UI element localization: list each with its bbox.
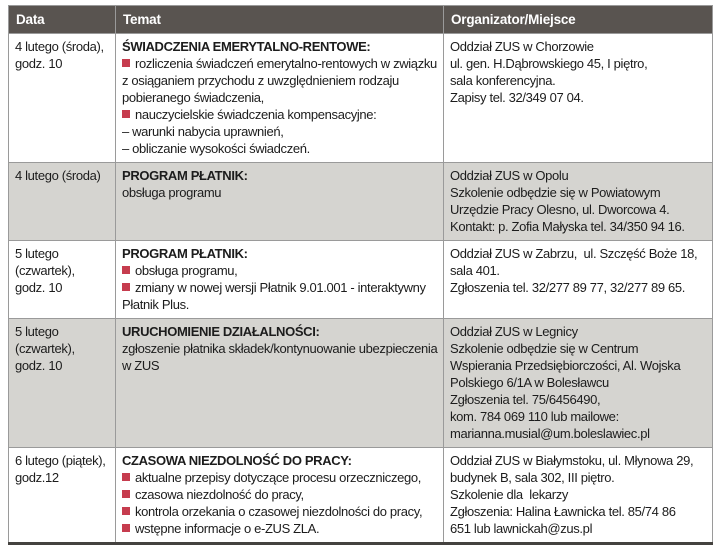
- organizer-line: sala 401.: [450, 263, 500, 278]
- topic-dash-line: – obliczanie wysokości świadczeń.: [122, 141, 310, 156]
- date-cell: [9, 34, 116, 163]
- date-cell: [9, 241, 116, 319]
- topic-cell: [116, 319, 444, 448]
- organizer-line: sala konferencyjna.: [450, 73, 556, 88]
- topic-bullet-line: [122, 106, 438, 123]
- organizer-line: Oddział ZUS w Opolu: [450, 168, 569, 183]
- date-line: 4 lutego (środa),: [15, 39, 104, 54]
- organizer-line: Oddział ZUS w Zabrzu, ul. Szczęść Boże 18,: [450, 246, 698, 261]
- topic-dash-line: – warunki nabycia uprawnień,: [122, 124, 284, 139]
- organizer-cell: [444, 163, 713, 241]
- date-line: godz. 10: [15, 358, 63, 373]
- schedule-sheet: [8, 5, 712, 545]
- topic-line-text: wstępne informacje o e-ZUS ZLA.: [135, 521, 320, 536]
- bullet-square-icon: [122, 59, 130, 67]
- organizer-line: marianna.musial@um.boleslawiec.pl: [450, 426, 650, 441]
- table-row: [9, 448, 713, 544]
- topic-cell: [116, 448, 444, 544]
- date-cell: [9, 163, 116, 241]
- header-row: [9, 6, 713, 34]
- organizer-line: Polskiego 6/1A w Bolesławcu: [450, 375, 609, 390]
- bullet-square-icon: [122, 473, 130, 481]
- organizer-line: ul. gen. H.Dąbrowskiego 45, I piętro,: [450, 56, 648, 71]
- bullet-square-icon: [122, 490, 130, 498]
- topic-bullet-line: [122, 486, 438, 503]
- date-line: (czwartek),: [15, 263, 75, 278]
- topic-line-text: rozliczenia świadczeń emerytalno-rentowych w związku z osiąganiem przychodu z uwzględnieniem rodzaju pobieranego świadczenia,: [122, 56, 437, 105]
- organizer-line: 651 lub lawnickah@zus.pl: [450, 521, 593, 536]
- topic-title: PROGRAM PŁATNIK:: [122, 168, 248, 183]
- column-header-organizator: Organizator/Miejsce: [444, 6, 713, 34]
- topic-title: PROGRAM PŁATNIK:: [122, 246, 248, 261]
- organizer-line: Szkolenie dla lekarzy: [450, 487, 569, 502]
- topic-cell: [116, 163, 444, 241]
- organizer-line: Wspierania Przedsiębiorczości, Al. Wojska: [450, 358, 681, 373]
- topic-bullet-line: [122, 503, 438, 520]
- bullet-square-icon: [122, 524, 130, 532]
- organizer-cell: [444, 448, 713, 544]
- column-header-data: Data: [9, 6, 116, 34]
- organizer-line: Kontakt: p. Zofia Małyska tel. 34/350 94 16.: [450, 219, 685, 234]
- topic-line-text: obsługa programu,: [135, 263, 238, 278]
- topic-bullet-line: [122, 262, 438, 279]
- bullet-square-icon: [122, 283, 130, 291]
- table-row: [9, 34, 713, 163]
- organizer-line: kom. 784 069 110 lub mailowe:: [450, 409, 619, 424]
- organizer-cell: [444, 34, 713, 163]
- topic-bullet-line: [122, 520, 438, 537]
- date-line: 5 lutego: [15, 246, 59, 261]
- column-header-temat: Temat: [116, 6, 444, 34]
- date-cell: [9, 319, 116, 448]
- organizer-line: Zgłoszenia tel. 75/6456490,: [450, 392, 601, 407]
- topic-bullet-line: [122, 279, 438, 313]
- topic-line-text: zmiany w nowej wersji Płatnik 9.01.001 - interaktywny Płatnik Plus.: [122, 280, 426, 312]
- date-line: godz. 10: [15, 280, 63, 295]
- organizer-line: Oddział ZUS w Legnicy: [450, 324, 578, 339]
- organizer-line: Urzędzie Pracy Olesno, ul. Dworcowa 4.: [450, 202, 670, 217]
- organizer-line: Zgłoszenia tel. 32/277 89 77, 32/277 89 65.: [450, 280, 686, 295]
- organizer-line: Oddział ZUS w Białymstoku, ul. Młynowa 29,: [450, 453, 694, 468]
- organizer-line: Szkolenie odbędzie się w Centrum: [450, 341, 639, 356]
- topic-line-text: kontrola orzekania o czasowej niezdolności do pracy,: [135, 504, 423, 519]
- organizer-cell: [444, 319, 713, 448]
- date-line: godz.12: [15, 470, 59, 485]
- organizer-line: Oddział ZUS w Chorzowie: [450, 39, 594, 54]
- topic-plain-line: obsługa programu: [122, 185, 222, 200]
- topic-line-text: czasowa niezdolność do pracy,: [135, 487, 304, 502]
- topic-title: CZASOWA NIEZDOLNOŚĆ DO PRACY:: [122, 453, 352, 468]
- organizer-cell: [444, 241, 713, 319]
- bullet-square-icon: [122, 507, 130, 515]
- date-line: 4 lutego (środa): [15, 168, 101, 183]
- table-row: [9, 163, 713, 241]
- table-row: [9, 241, 713, 319]
- topic-bullet-line: [122, 469, 438, 486]
- topic-bullet-line: [122, 55, 438, 106]
- date-line: godz. 10: [15, 56, 63, 71]
- date-line: 5 lutego: [15, 324, 59, 339]
- topic-title: URUCHOMIENIE DZIAŁALNOŚCI:: [122, 324, 320, 339]
- organizer-line: Szkolenie odbędzie się w Powiatowym: [450, 185, 661, 200]
- training-schedule-table: [8, 5, 713, 545]
- date-line: (czwartek),: [15, 341, 75, 356]
- date-cell: [9, 448, 116, 544]
- topic-cell: [116, 34, 444, 163]
- bullet-square-icon: [122, 266, 130, 274]
- topic-plain-line: zgłoszenie płatnika składek/kontynuowanie ubezpieczenia w ZUS: [122, 341, 438, 373]
- topic-line-text: aktualne przepisy dotyczące procesu orzeczniczego,: [135, 470, 421, 485]
- organizer-line: Zapisy tel. 32/349 07 04.: [450, 90, 584, 105]
- date-line: 6 lutego (piątek),: [15, 453, 106, 468]
- table-row: [9, 319, 713, 448]
- organizer-line: Zgłoszenia: Halina Ławnicka tel. 85/74 86: [450, 504, 676, 519]
- topic-line-text: nauczycielskie świadczenia kompensacyjne:: [135, 107, 377, 122]
- topic-cell: [116, 241, 444, 319]
- organizer-line: budynek B, sala 302, III piętro.: [450, 470, 615, 485]
- topic-title: ŚWIADCZENIA EMERYTALNO-RENTOWE:: [122, 39, 371, 54]
- bullet-square-icon: [122, 110, 130, 118]
